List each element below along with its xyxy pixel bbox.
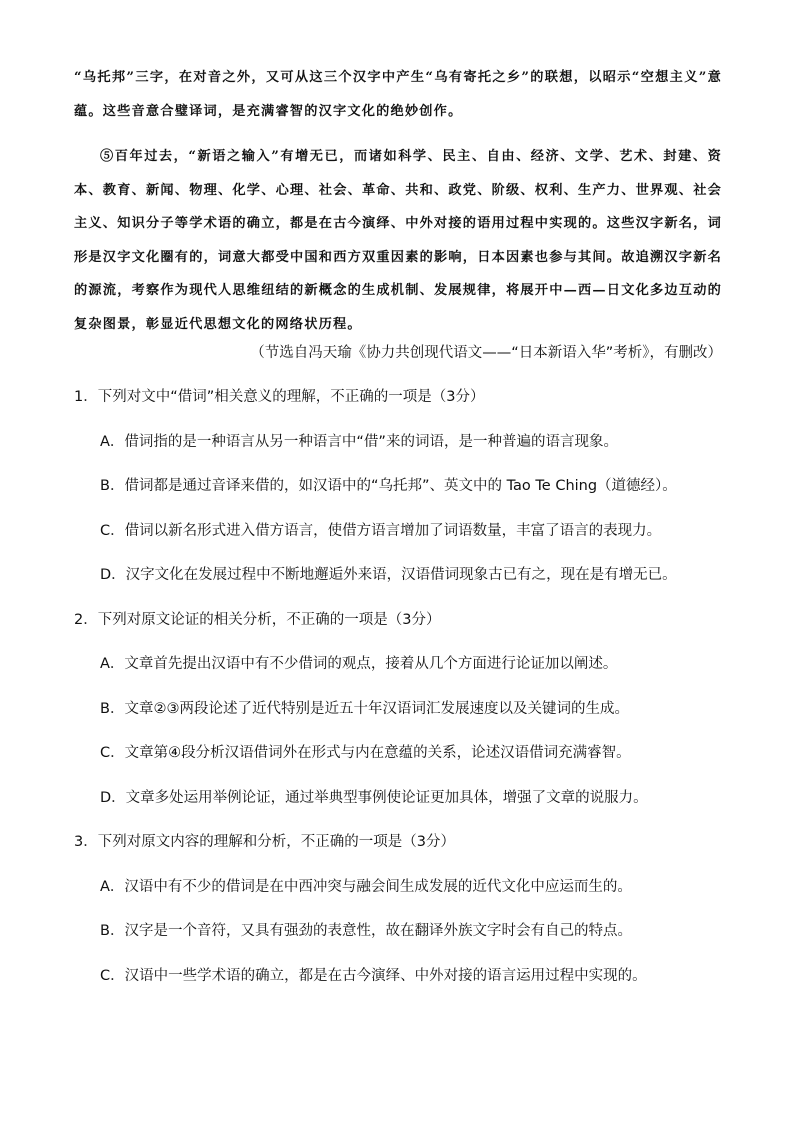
question-2-option-c: C．文章第④段分析汉语借词外在形式与内在意蕴的关系，论述汉语借词充满睿智。: [100, 745, 631, 761]
question-1-option-b: B．借词都是通过音译来借的，如汉语中的“乌托邦”、英文中的 Tao Te Ching（道德经）。: [100, 478, 677, 494]
question-3-option-b: B．汉字是一个音符，又具有强劲的表意性，故在翻译外族文字时会有自己的特点。: [100, 923, 632, 939]
question-1-option-d: D．汉字文化在发展过程中不断地邂逅外来语，汉语借词现象古已有之，现在是有增无已。: [100, 567, 677, 583]
passage-source-citation: （节选自冯天瑜《协力共创现代语文——“日本新语入华”考析》，有删改）: [250, 345, 722, 361]
question-2-stem: 2．下列对原文论证的相关分析，不正确的一项是（3分）: [74, 612, 441, 628]
question-3-stem: 3．下列对原文内容的理解和分析，不正确的一项是（3分）: [74, 834, 455, 850]
question-1-option-a: A．借词指的是一种语言从另一种语言中“借”来的词语，是一种普遍的语言现象。: [100, 434, 618, 450]
passage-paragraph-2: ⑤百年过去，“新语之输入”有增无已，而诸如科学、民主、自由、经济、文学、艺术、封建、资本、教育、新闻、物理、化学、心理、社会、革命、共和、政党、阶级、权利、生产力、世界观、社会主义、知识分子等学术语的确立，都是在古今演绎、中外对接的语用过程中实现的。这些汉字新名，词形是汉字文化圈有的，词意大都受中国和西方双重因素的影响，日本因素也参与其间。故追溯汉字新名的源流，考察作为现代人思维纽结的新概念的生成机制、发展规律，将展开中—西—日文化多边互动的复杂图景，彰显近代思想文化的网络状历程。: [74, 149, 722, 332]
question-3-option-c: C．汉语中一些学术语的确立，都是在古今演绎、中外对接的语言运用过程中实现的。: [100, 968, 647, 984]
question-3-option-a: A．汉语中有不少的借词是在中西冲突与融会间生成发展的近代文化中应运而生的。: [100, 879, 632, 895]
question-1-stem: 1．下列对文中“借词”相关意义的理解，不正确的一项是（3分）: [74, 389, 485, 405]
question-2-option-a: A．文章首先提出汉语中有不少借词的观点，接着从几个方面进行论证加以阐述。: [100, 656, 618, 672]
passage-paragraph-1: “乌托邦”三字，在对音之外，又可从这三个汉字中产生“乌有寄托之乡”的联想，以昭示“空想主义”意蕴。这些音意合璧译词，是充满睿智的汉字文化的绝妙创作。: [74, 70, 722, 119]
question-2-option-b: B．文章②③两段论述了近代特别是近五十年汉语词汇发展速度以及关键词的生成。: [100, 701, 629, 717]
question-1-option-c: C．借词以新名形式进入借方语言，使借方语言增加了词语数量，丰富了语言的表现力。: [100, 523, 662, 539]
question-2-option-d: D．文章多处运用举例论证，通过举典型事例使论证更加具体，增强了文章的说服力。: [100, 790, 648, 806]
